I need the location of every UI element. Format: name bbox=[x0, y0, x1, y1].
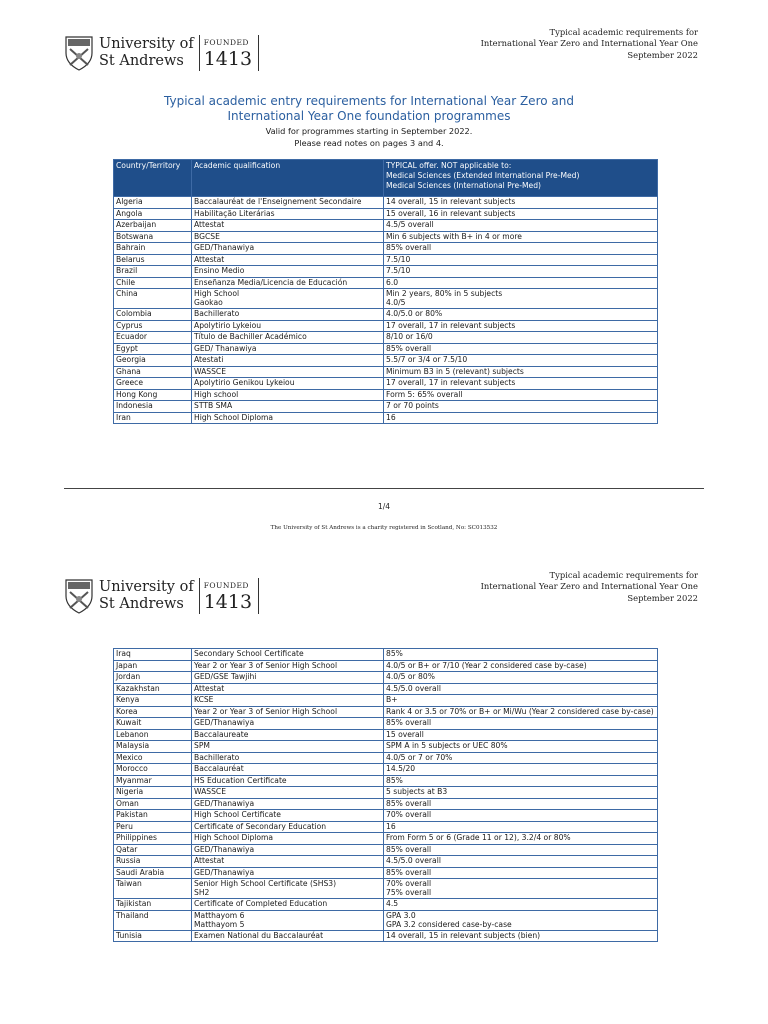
table-row bbox=[114, 833, 658, 845]
cell-offer: 15 overall bbox=[384, 729, 658, 741]
table-row bbox=[114, 266, 658, 278]
table-row bbox=[114, 856, 658, 868]
cell-qualification: Year 2 or Year 3 of Senior High School bbox=[192, 660, 384, 672]
cell-offer: 8/10 or 16/0 bbox=[384, 332, 658, 344]
cell-qualification: Ensino Medio bbox=[192, 266, 384, 278]
cell-qualification: Certificate of Secondary Education bbox=[192, 821, 384, 833]
cell-qualification: GED/Thanawiya bbox=[192, 243, 384, 255]
cell-qualification: Título de Bachiller Académico bbox=[192, 332, 384, 344]
table-row bbox=[114, 879, 658, 899]
table-row bbox=[114, 821, 658, 833]
cell-offer: From Form 5 or 6 (Grade 11 or 12), 3.2/4 or 80% bbox=[384, 833, 658, 845]
cell-qualification: Attestat bbox=[192, 254, 384, 266]
cell-qualification: Baccalaureate bbox=[192, 729, 384, 741]
cell-qualification: Habilitação Literárias bbox=[192, 208, 384, 220]
table-row bbox=[114, 844, 658, 856]
header-doc-info: Typical academic requirements for International Year Zero and International Year One September 2022 bbox=[480, 27, 698, 60]
cell-qualification: High School Gaokao bbox=[192, 289, 384, 309]
table-row bbox=[114, 752, 658, 764]
cell-qualification: GED/GSE Tawjihi bbox=[192, 672, 384, 684]
cell-country: Lebanon bbox=[114, 729, 192, 741]
cell-country: Malaysia bbox=[114, 741, 192, 753]
cell-country: Oman bbox=[114, 798, 192, 810]
cell-offer: 17 overall, 17 in relevant subjects bbox=[384, 378, 658, 390]
table-row bbox=[114, 695, 658, 707]
cell-offer: 85% overall bbox=[384, 718, 658, 730]
cell-country: Greece bbox=[114, 378, 192, 390]
header-doc-info: Typical academic requirements for International Year Zero and International Year One September 2022 bbox=[480, 570, 698, 603]
cell-qualification: Certificate of Completed Education bbox=[192, 899, 384, 911]
cell-qualification: Secondary School Certificate bbox=[192, 649, 384, 661]
cell-offer: 4.0/5.0 or 80% bbox=[384, 309, 658, 321]
cell-country: Qatar bbox=[114, 844, 192, 856]
cell-offer: 7 or 70 points bbox=[384, 401, 658, 413]
table-row bbox=[114, 798, 658, 810]
cell-country: Angola bbox=[114, 208, 192, 220]
cell-country: Russia bbox=[114, 856, 192, 868]
cell-offer: GPA 3.0 GPA 3.2 considered case-by-case bbox=[384, 910, 658, 930]
page-number: 1/4 bbox=[377, 502, 391, 511]
cell-qualification: HS Education Certificate bbox=[192, 775, 384, 787]
cell-offer: 85% overall bbox=[384, 243, 658, 255]
table-row bbox=[114, 343, 658, 355]
cell-country: Tajikistan bbox=[114, 899, 192, 911]
table-row bbox=[114, 683, 658, 695]
cell-qualification: Apolytirio Genikou Lykeiou bbox=[192, 378, 384, 390]
cell-offer: 70% overall bbox=[384, 810, 658, 822]
cell-offer: 5.5/7 or 3/4 or 7.5/10 bbox=[384, 355, 658, 367]
cell-qualification: Senior High School Certificate (SHS3) SH2 bbox=[192, 879, 384, 899]
cell-qualification: Baccalauréat de l'Enseignement Secondaire bbox=[192, 197, 384, 209]
crest-icon bbox=[64, 35, 94, 71]
table-row bbox=[114, 355, 658, 367]
crest-icon bbox=[64, 578, 94, 614]
cell-qualification: Year 2 or Year 3 of Senior High School bbox=[192, 706, 384, 718]
table-header-row bbox=[114, 160, 658, 197]
cell-qualification: KCSE bbox=[192, 695, 384, 707]
cell-offer: 85% bbox=[384, 775, 658, 787]
cell-offer: SPM A in 5 subjects or UEC 80% bbox=[384, 741, 658, 753]
header-country: Country/Territory bbox=[114, 160, 192, 197]
cell-country: Kuwait bbox=[114, 718, 192, 730]
cell-offer: 7.5/10 bbox=[384, 254, 658, 266]
table-row bbox=[114, 243, 658, 255]
cell-country: Tunisia bbox=[114, 930, 192, 942]
cell-offer: 85% bbox=[384, 649, 658, 661]
cell-offer: 14 overall, 15 in relevant subjects bbox=[384, 197, 658, 209]
table-row bbox=[114, 672, 658, 684]
table-row bbox=[114, 718, 658, 730]
cell-qualification: SPM bbox=[192, 741, 384, 753]
cell-offer: 4.5/5 overall bbox=[384, 220, 658, 232]
cell-qualification: GED/Thanawiya bbox=[192, 798, 384, 810]
cell-offer: 4.5/5.0 overall bbox=[384, 683, 658, 695]
document-title: Typical academic entry requirements for International Year Zero and International Year One foundation programmes bbox=[164, 94, 574, 123]
cell-country: Kazakhstan bbox=[114, 683, 192, 695]
cell-country: Algeria bbox=[114, 197, 192, 209]
cell-offer: 14.5/20 bbox=[384, 764, 658, 776]
table-row bbox=[114, 729, 658, 741]
cell-offer: 4.0/5 or B+ or 7/10 (Year 2 considered case by-case) bbox=[384, 660, 658, 672]
table-row bbox=[114, 899, 658, 911]
cell-qualification: Baccalauréat bbox=[192, 764, 384, 776]
table-row bbox=[114, 320, 658, 332]
cell-offer: Min 6 subjects with B+ in 4 or more bbox=[384, 231, 658, 243]
cell-offer: 4.5/5.0 overall bbox=[384, 856, 658, 868]
cell-offer: 16 bbox=[384, 412, 658, 424]
cell-qualification: GED/ Thanawiya bbox=[192, 343, 384, 355]
requirements-table-page1 bbox=[113, 159, 658, 424]
table-row bbox=[114, 867, 658, 879]
cell-offer: Form 5: 65% overall bbox=[384, 389, 658, 401]
table-row bbox=[114, 389, 658, 401]
table-row bbox=[114, 231, 658, 243]
cell-country: Saudi Arabia bbox=[114, 867, 192, 879]
founded-mark: FOUNDED 1413 bbox=[203, 580, 253, 613]
table-row bbox=[114, 378, 658, 390]
cell-country: Iraq bbox=[114, 649, 192, 661]
footer-divider bbox=[64, 488, 704, 489]
cell-country: Peru bbox=[114, 821, 192, 833]
table-row bbox=[114, 775, 658, 787]
cell-country: Mexico bbox=[114, 752, 192, 764]
charity-notice: The University of St Andrews is a charity registered in Scotland, No: SC013532 bbox=[270, 525, 498, 531]
cell-qualification: Examen National du Baccalauréat bbox=[192, 930, 384, 942]
university-logo bbox=[64, 35, 259, 71]
cell-country: Belarus bbox=[114, 254, 192, 266]
table-row bbox=[114, 412, 658, 424]
cell-country: Egypt bbox=[114, 343, 192, 355]
page1-header bbox=[0, 27, 768, 95]
university-name: University of St Andrews bbox=[99, 36, 194, 69]
cell-qualification: GED/Thanawiya bbox=[192, 718, 384, 730]
table-row bbox=[114, 787, 658, 799]
table-row bbox=[114, 254, 658, 266]
cell-qualification: GED/Thanawiya bbox=[192, 867, 384, 879]
cell-country: Colombia bbox=[114, 309, 192, 321]
table-row bbox=[114, 910, 658, 930]
table-row bbox=[114, 649, 658, 661]
cell-qualification: Bachillerato bbox=[192, 309, 384, 321]
table-row bbox=[114, 332, 658, 344]
table-row bbox=[114, 930, 658, 942]
table-row bbox=[114, 309, 658, 321]
table-row bbox=[114, 197, 658, 209]
cell-offer: 4.0/5 or 7 or 70% bbox=[384, 752, 658, 764]
cell-offer: 85% overall bbox=[384, 343, 658, 355]
cell-qualification: STTB SMA bbox=[192, 401, 384, 413]
cell-country: Morocco bbox=[114, 764, 192, 776]
page2-header bbox=[0, 570, 768, 638]
cell-offer: 4.5 bbox=[384, 899, 658, 911]
header-offer: TYPICAL offer. NOT applicable to: Medical Sciences (Extended International Pre-Med) Medical Sciences (International Pre-Med) bbox=[384, 160, 658, 197]
cell-country: Jordan bbox=[114, 672, 192, 684]
cell-country: Cyprus bbox=[114, 320, 192, 332]
founded-mark: FOUNDED 1413 bbox=[203, 37, 253, 70]
cell-offer: Min 2 years, 80% in 5 subjects 4.0/5 bbox=[384, 289, 658, 309]
cell-qualification: High school bbox=[192, 389, 384, 401]
cell-qualification: Bachillerato bbox=[192, 752, 384, 764]
cell-qualification: WASSCE bbox=[192, 366, 384, 378]
cell-qualification: Apolytirio Lykeiou bbox=[192, 320, 384, 332]
table-row bbox=[114, 220, 658, 232]
cell-qualification: High School Certificate bbox=[192, 810, 384, 822]
table-row bbox=[114, 764, 658, 776]
cell-qualification: BGCSE bbox=[192, 231, 384, 243]
cell-country: Georgia bbox=[114, 355, 192, 367]
cell-country: China bbox=[114, 289, 192, 309]
table-row bbox=[114, 660, 658, 672]
table-row bbox=[114, 289, 658, 309]
cell-country: Azerbaijan bbox=[114, 220, 192, 232]
cell-offer: 85% overall bbox=[384, 844, 658, 856]
table-row bbox=[114, 810, 658, 822]
cell-offer: 6.0 bbox=[384, 277, 658, 289]
cell-country: Bahrain bbox=[114, 243, 192, 255]
header-qualification: Academic qualification bbox=[192, 160, 384, 197]
cell-country: Pakistan bbox=[114, 810, 192, 822]
cell-offer: B+ bbox=[384, 695, 658, 707]
cell-qualification: Atestati bbox=[192, 355, 384, 367]
cell-qualification: Attestat bbox=[192, 220, 384, 232]
university-logo bbox=[64, 578, 259, 614]
cell-country: Myanmar bbox=[114, 775, 192, 787]
cell-offer: 4.0/5 or 80% bbox=[384, 672, 658, 684]
cell-country: Hong Kong bbox=[114, 389, 192, 401]
cell-qualification: High School Diploma bbox=[192, 412, 384, 424]
document-subtitle: Valid for programmes starting in September 2022. Please read notes on pages 3 and 4. bbox=[265, 126, 473, 148]
cell-qualification: Attestat bbox=[192, 683, 384, 695]
cell-offer: 85% overall bbox=[384, 798, 658, 810]
table-row bbox=[114, 741, 658, 753]
cell-country: Indonesia bbox=[114, 401, 192, 413]
table-row bbox=[114, 366, 658, 378]
cell-country: Nigeria bbox=[114, 787, 192, 799]
cell-qualification: Attestat bbox=[192, 856, 384, 868]
cell-country: Philippines bbox=[114, 833, 192, 845]
cell-offer: 16 bbox=[384, 821, 658, 833]
cell-qualification: GED/Thanawiya bbox=[192, 844, 384, 856]
cell-offer: Rank 4 or 3.5 or 70% or B+ or Mi/Wu (Year 2 considered case by-case) bbox=[384, 706, 658, 718]
cell-qualification: Matthayom 6 Matthayom 5 bbox=[192, 910, 384, 930]
cell-offer: 15 overall, 16 in relevant subjects bbox=[384, 208, 658, 220]
table-row bbox=[114, 208, 658, 220]
table-row bbox=[114, 401, 658, 413]
cell-country: Thailand bbox=[114, 910, 192, 930]
cell-country: Chile bbox=[114, 277, 192, 289]
cell-country: Botswana bbox=[114, 231, 192, 243]
cell-country: Ghana bbox=[114, 366, 192, 378]
cell-qualification: WASSCE bbox=[192, 787, 384, 799]
table-row bbox=[114, 277, 658, 289]
cell-offer: 85% overall bbox=[384, 867, 658, 879]
cell-country: Kenya bbox=[114, 695, 192, 707]
cell-offer: Minimum B3 in 5 (relevant) subjects bbox=[384, 366, 658, 378]
cell-offer: 7.5/10 bbox=[384, 266, 658, 278]
cell-offer: 17 overall, 17 in relevant subjects bbox=[384, 320, 658, 332]
cell-country: Taiwan bbox=[114, 879, 192, 899]
university-name: University of St Andrews bbox=[99, 579, 194, 612]
cell-country: Japan bbox=[114, 660, 192, 672]
cell-country: Ecuador bbox=[114, 332, 192, 344]
cell-offer: 5 subjects at B3 bbox=[384, 787, 658, 799]
cell-country: Korea bbox=[114, 706, 192, 718]
cell-offer: 70% overall 75% overall bbox=[384, 879, 658, 899]
cell-country: Iran bbox=[114, 412, 192, 424]
cell-country: Brazil bbox=[114, 266, 192, 278]
cell-qualification: High School Diploma bbox=[192, 833, 384, 845]
requirements-table-page2 bbox=[113, 648, 658, 942]
table-row bbox=[114, 706, 658, 718]
cell-offer: 14 overall, 15 in relevant subjects (bien) bbox=[384, 930, 658, 942]
cell-qualification: Enseñanza Media/Licencia de Educación bbox=[192, 277, 384, 289]
